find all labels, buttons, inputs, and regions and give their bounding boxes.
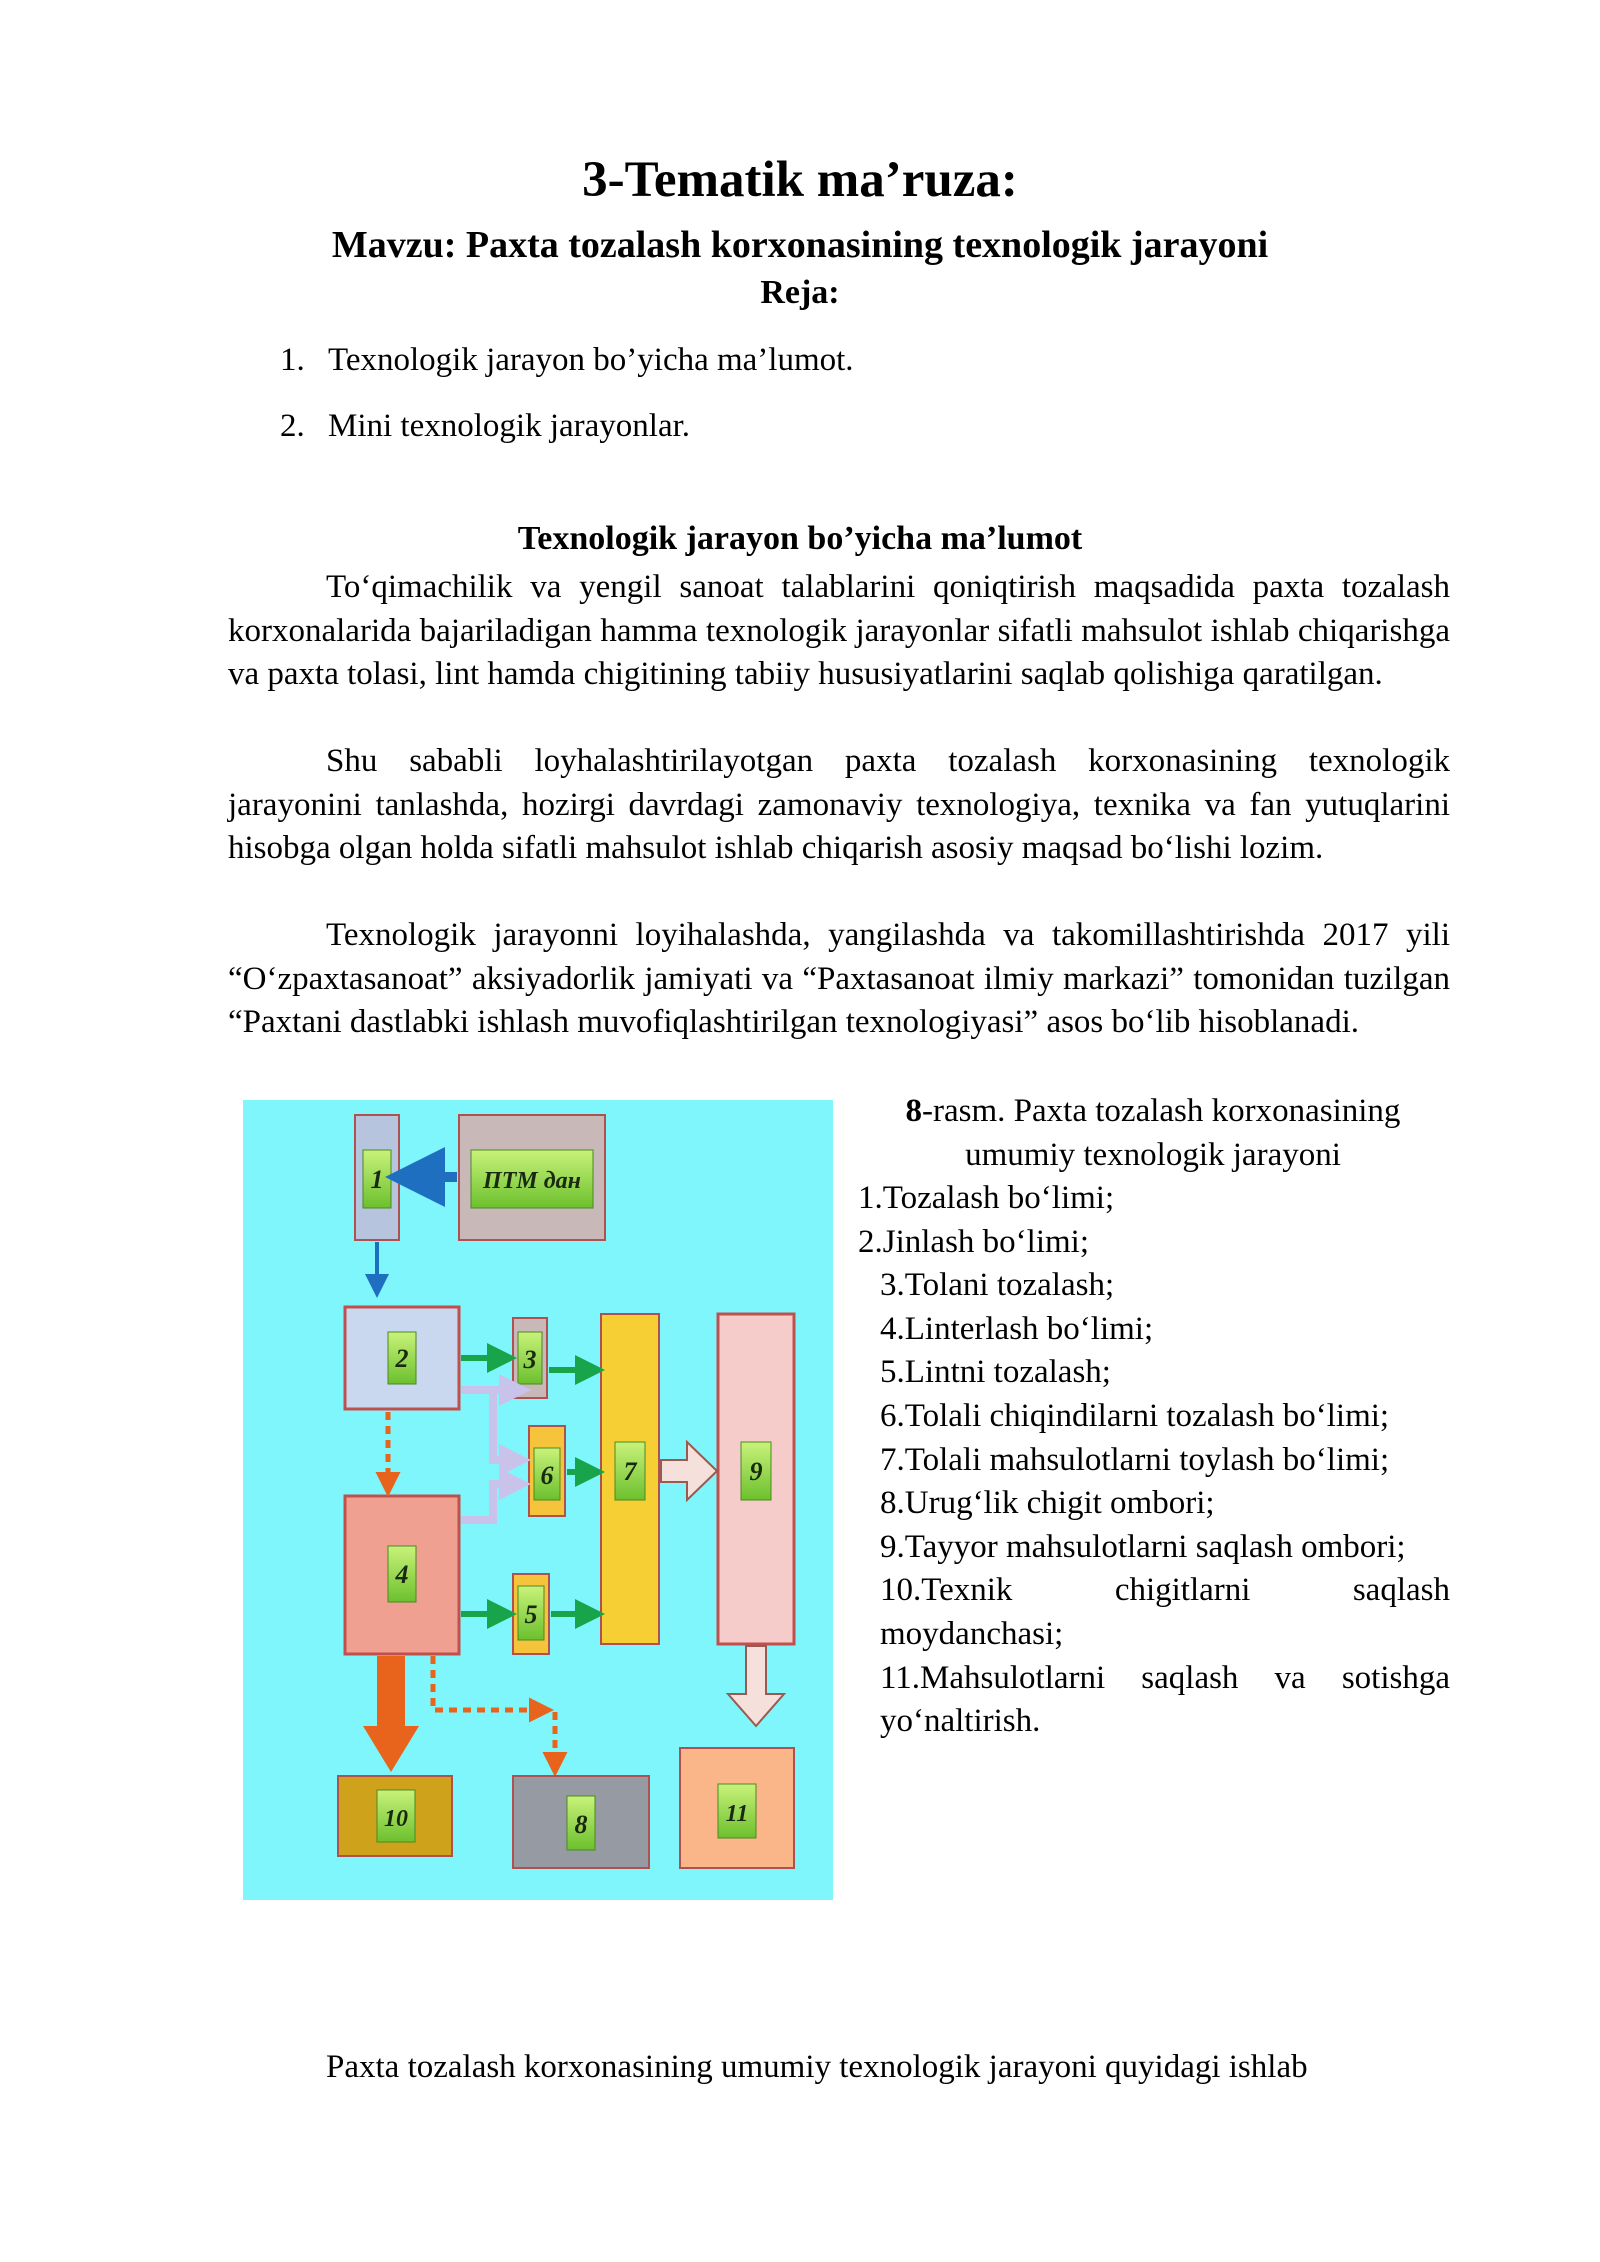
box-label: 3 bbox=[523, 1345, 537, 1374]
plan-item bbox=[280, 339, 854, 381]
box-label: 8 bbox=[574, 1810, 588, 1839]
plan-item-number: 2. bbox=[280, 408, 305, 444]
box-10 bbox=[338, 1776, 452, 1856]
box-6 bbox=[529, 1426, 565, 1516]
section-heading: Texnologik jarayon bo’yicha ma’lumot bbox=[517, 520, 1083, 557]
box-7 bbox=[601, 1314, 659, 1644]
arrow-7-to-9 bbox=[661, 1442, 717, 1500]
arrow-2-to-6 bbox=[461, 1390, 515, 1460]
plan-heading: Reja: bbox=[760, 274, 840, 311]
paragraph: Texnologik jarayonni loyihalashda, yangilashda va takomillashtirishda 2017 yili “O‘zpaxtasanoat” aksiyadorlik jamiyati va “Paxtasanoat ilmiy markazi” tomonidan tuzilgan “Paxtani dastlabki ishlash muvofiqlashtirilgan texnologiyasi” asos bo‘lib hisoblanadi. bbox=[228, 917, 1450, 1041]
box-11 bbox=[680, 1748, 794, 1868]
box-3 bbox=[513, 1318, 547, 1398]
box-4 bbox=[345, 1496, 459, 1654]
plan-item-text: Texnologik jarayon bo’yicha ma’lumot. bbox=[328, 342, 854, 378]
box-2 bbox=[345, 1307, 459, 1409]
legend-item: 9.Tayyor mahsulotlarni saqlash ombori; bbox=[880, 1528, 1406, 1565]
legend-item: 7.Tolali mahsulotlarni toylash bo‘limi; bbox=[880, 1441, 1390, 1478]
plan-item-number: 1. bbox=[280, 342, 305, 378]
paragraph: To‘qimachilik va yengil sanoat talablarini qoniqtirish maqsadida paxta tozalash korxonalarida bajariladigan hamma texnologik jarayonlar sifatli mahsulot ishlab chiqarishga va paxta tolasi, lint hamda chigitining tabiiy hususiyatlarini saqlab qolishiga qaratilgan. bbox=[228, 569, 1450, 693]
box-label: 5 bbox=[524, 1600, 538, 1629]
box-label: 11 bbox=[725, 1801, 749, 1827]
box-5 bbox=[513, 1574, 549, 1654]
legend-item: 11.Mahsulotlarni saqlash va sotishga yo‘naltirish. bbox=[880, 1659, 1450, 1740]
legend-item: 4.Linterlash bo‘limi; bbox=[880, 1310, 1154, 1347]
box-label: 4 bbox=[395, 1560, 409, 1589]
legend-item: 10.Texnik chigitlarni saqlash moydanchasi; bbox=[880, 1572, 1450, 1652]
process-flow-diagram bbox=[243, 1100, 833, 1900]
continuation-paragraph: Paxta tozalash korxonasining umumiy texnologik jarayoni quyidagi ishlab bbox=[326, 2049, 1308, 2085]
page-title: 3-Tematik ma’ruza: bbox=[582, 152, 1018, 208]
box-label: 7 bbox=[623, 1457, 637, 1486]
legend-item: 5.Lintni tozalash; bbox=[880, 1354, 1111, 1391]
figure-caption-text: -rasm. Paxta tozalash korxonasining umumiy texnologik jarayoni bbox=[922, 1093, 1401, 1173]
box-label: 6 bbox=[540, 1461, 554, 1490]
legend-item: 8.Urug‘lik chigit ombori; bbox=[880, 1485, 1215, 1522]
legend-item: 1.Tozalash bo‘limi; bbox=[858, 1180, 1115, 1216]
source-label: ПТМ дан bbox=[483, 1168, 581, 1194]
box-8 bbox=[513, 1776, 649, 1868]
plan-item-text: Mini texnologik jarayonlar. bbox=[328, 408, 691, 444]
box-9 bbox=[718, 1314, 794, 1644]
source-box bbox=[459, 1115, 605, 1240]
plan-item bbox=[280, 405, 690, 447]
arrow-4-to-6 bbox=[461, 1484, 515, 1520]
paragraph: Shu sababli loyhalashtirilayotgan paxta tozalash korxonasining texnologik jarayonini tanlashda, hozirgi davrdagi zamonaviy texnologiya, texnika va fan yutuqlarini hisobga olgan holda sifatli mahsulot ishlab chiqarish asosiy maqsad bo‘lishi lozim. bbox=[228, 743, 1450, 867]
legend-item: 3.Tolani tozalash; bbox=[880, 1267, 1115, 1304]
topic-subtitle: Mavzu: Paxta tozalash korxonasining texnologik jarayoni bbox=[331, 224, 1269, 266]
box-label: 9 bbox=[749, 1457, 763, 1486]
figure-number: 8 bbox=[905, 1093, 923, 1129]
arrow-9-to-11 bbox=[728, 1646, 784, 1726]
box-label: 2 bbox=[395, 1344, 409, 1373]
legend-item: 6.Tolali chiqindilarni tozalash bo‘limi; bbox=[880, 1397, 1390, 1434]
arrow-4-to-8 bbox=[433, 1656, 539, 1710]
figure-legend bbox=[858, 1177, 1450, 1744]
box-label: 1 bbox=[370, 1165, 384, 1194]
arrow-4-to-10 bbox=[363, 1656, 419, 1772]
figure-caption bbox=[856, 1090, 1450, 1177]
box-1 bbox=[355, 1115, 399, 1240]
legend-item: 2.Jinlash bo‘limi; bbox=[858, 1223, 1089, 1260]
box-label: 10 bbox=[384, 1806, 408, 1832]
arrow-lilac-up bbox=[493, 1390, 515, 1396]
